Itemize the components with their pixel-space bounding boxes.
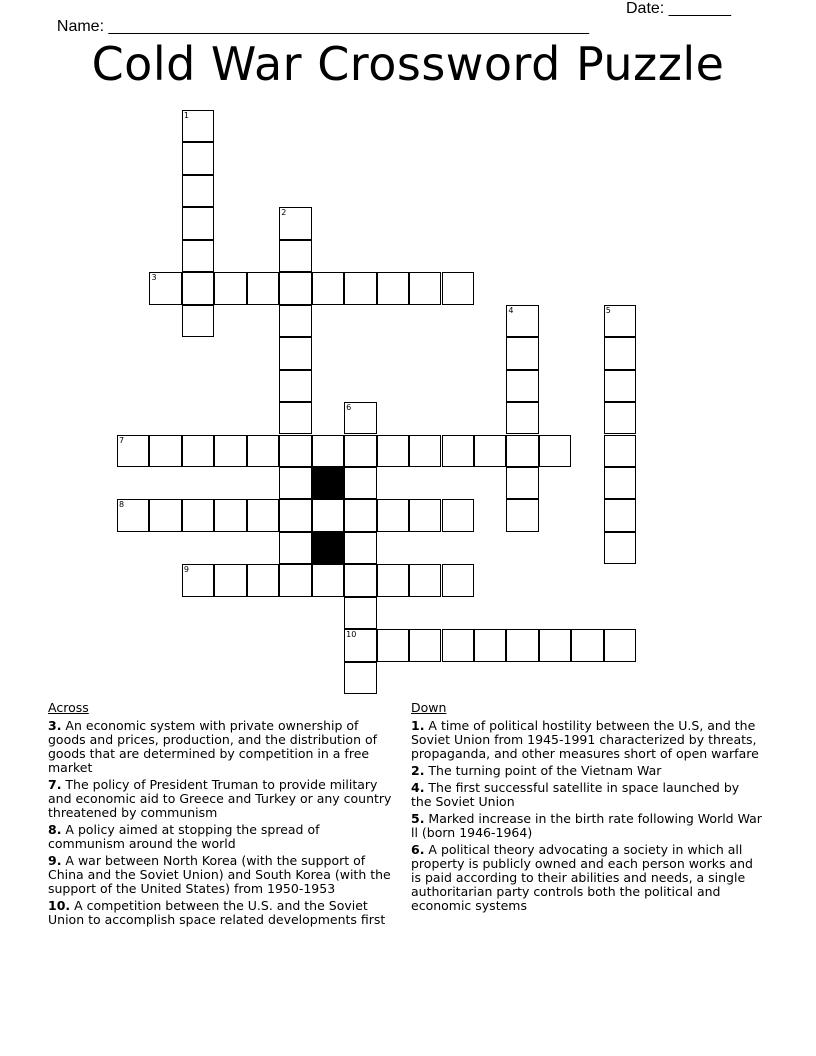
grid-cell[interactable] [279,337,311,369]
clue-number-label: 5. [411,811,425,826]
grid-cell[interactable] [409,499,441,531]
grid-cell[interactable] [604,499,636,531]
grid-cell[interactable] [182,175,214,207]
grid-cell[interactable] [279,532,311,564]
grid-cell[interactable] [506,499,538,531]
grid-cell[interactable] [182,564,214,596]
grid-cell[interactable] [604,305,636,337]
grid-cell[interactable] [344,564,376,596]
black-square [312,532,344,564]
grid-cell[interactable] [182,435,214,467]
clue-number-label: 6. [411,842,425,857]
grid-cell[interactable] [247,499,279,531]
grid-cell[interactable] [182,142,214,174]
grid-cell[interactable] [344,597,376,629]
across-clues [48,701,400,930]
grid-cell[interactable] [344,402,376,434]
down-clue [411,812,763,840]
grid-cell[interactable] [247,564,279,596]
clue-text: A political theory advocating a society in which all property is publicly owned and each person works and is paid according to their abilities and needs, a single authoritarian party controls both the political and economic systems [411,842,753,913]
grid-cell[interactable] [604,467,636,499]
clue-text: A war between North Korea (with the support of China and the Soviet Union) and South Korea (with the support of the United States) from 1950-1953 [48,853,391,896]
grid-cell[interactable] [571,629,603,661]
clue-text: The policy of President Truman to provide military and economic aid to Greece and Turkey or any country threatened by communism [48,777,392,820]
grid-cell[interactable] [506,305,538,337]
grid-cell[interactable] [377,629,409,661]
grid-cell[interactable] [279,370,311,402]
grid-cell[interactable] [279,435,311,467]
grid-cell[interactable] [149,272,181,304]
grid-cell[interactable] [312,564,344,596]
down-clue [411,843,763,913]
grid-cell[interactable] [182,272,214,304]
clue-number-label: 9. [48,853,62,868]
clue-number: 9 [183,565,189,575]
grid-cell[interactable] [182,207,214,239]
grid-cell[interactable] [149,435,181,467]
clue-number-label: 8. [48,822,62,837]
clue-number: 3 [151,273,157,283]
clue-text: The turning point of the Vietnam War [424,763,662,778]
grid-cell[interactable] [377,435,409,467]
across-clue [48,719,400,775]
clue-number: 4 [508,305,514,315]
grid-cell[interactable] [377,564,409,596]
clue-number: 10 [346,630,357,640]
clue-number: 7 [119,435,125,445]
grid-cell[interactable] [214,272,246,304]
grid-cell[interactable] [279,499,311,531]
across-heading: Across [48,700,89,715]
clue-number-label: 7. [48,777,62,792]
clue-number-label: 2. [411,763,425,778]
grid-cell[interactable] [377,272,409,304]
grid-cell[interactable] [409,272,441,304]
across-clue [48,899,400,927]
across-clue [48,854,400,896]
grid-cell[interactable] [442,629,474,661]
grid-cell[interactable] [149,499,181,531]
grid-cell[interactable] [344,499,376,531]
grid-cell[interactable] [474,629,506,661]
grid-cell[interactable] [312,435,344,467]
grid-cell[interactable] [506,435,538,467]
grid-cell[interactable] [312,272,344,304]
grid-cell[interactable] [279,564,311,596]
grid-cell[interactable] [604,402,636,434]
clue-number-label: 1. [411,718,425,733]
grid-cell[interactable] [214,564,246,596]
grid-cell[interactable] [117,435,149,467]
grid-cell[interactable] [604,532,636,564]
grid-cell[interactable] [442,564,474,596]
grid-cell[interactable] [279,402,311,434]
grid-cell[interactable] [442,499,474,531]
grid-cell[interactable] [117,499,149,531]
grid-cell[interactable] [604,337,636,369]
grid-cell[interactable] [409,629,441,661]
grid-cell[interactable] [182,499,214,531]
clue-text: A policy aimed at stopping the spread of communism around the world [48,822,320,851]
grid-cell[interactable] [506,370,538,402]
grid-cell[interactable] [442,435,474,467]
grid-cell[interactable] [279,240,311,272]
clue-text: Marked increase in the birth rate following World War ll (born 1946-1964) [411,811,762,840]
grid-cell[interactable] [214,435,246,467]
down-clue [411,781,763,809]
grid-cell[interactable] [214,499,246,531]
down-clue [411,764,763,778]
black-square [312,467,344,499]
grid-cell[interactable] [604,629,636,661]
grid-cell[interactable] [279,207,311,239]
clue-text: An economic system with private ownership of goods and prices, production, and the distribution of goods that are determined by competition in a free market [48,718,378,775]
across-clue [48,823,400,851]
date-field-label[interactable]: Date: _______ [626,0,731,17]
grid-cell[interactable] [539,629,571,661]
grid-cell[interactable] [442,272,474,304]
grid-cell[interactable] [182,110,214,142]
grid-cell[interactable] [506,629,538,661]
clue-number: 1 [183,111,189,120]
grid-cell[interactable] [474,435,506,467]
grid-cell[interactable] [312,499,344,531]
grid-cell[interactable] [279,305,311,337]
grid-cell[interactable] [182,305,214,337]
clue-number-label: 3. [48,718,62,733]
grid-cell[interactable] [247,272,279,304]
down-heading: Down [411,700,447,715]
grid-cell[interactable] [344,435,376,467]
across-clue [48,778,400,820]
grid-cell[interactable] [506,337,538,369]
grid-cell[interactable] [506,467,538,499]
clue-text: The first successful satellite in space launched by the Soviet Union [411,780,740,809]
grid-cell[interactable] [377,499,409,531]
down-clues [411,701,763,916]
grid-cell[interactable] [247,435,279,467]
name-field-label[interactable]: Name: ______________________________________________________ [56,18,589,35]
clue-number: 6 [346,403,352,413]
grid-cell[interactable] [279,272,311,304]
grid-cell[interactable] [604,370,636,402]
grid-cell[interactable] [506,402,538,434]
grid-cell[interactable] [539,435,571,467]
grid-cell[interactable] [279,467,311,499]
grid-cell[interactable] [409,435,441,467]
clue-text: A time of political hostility between the U.S, and the Soviet Union from 1945-1991 characterized by threats, propaganda, and other measures short of open warfare [411,718,759,761]
clue-number-label: 4. [411,780,425,795]
clue-number: 5 [605,305,611,315]
grid-cell[interactable] [344,272,376,304]
clue-number: 2 [281,208,287,218]
clue-text: A competition between the U.S. and the Soviet Union to accomplish space related developments first [48,898,386,927]
grid-cell[interactable] [344,467,376,499]
grid-cell[interactable] [344,662,376,694]
down-clue [411,719,763,761]
grid-cell[interactable] [182,240,214,272]
page-title: Cold War Crossword Puzzle [91,37,725,91]
grid-cell[interactable] [344,629,376,661]
clue-number-label: 10. [48,898,71,913]
grid-cell[interactable] [604,435,636,467]
grid-cell[interactable] [344,532,376,564]
grid-cell[interactable] [409,564,441,596]
clue-number: 8 [119,500,125,510]
